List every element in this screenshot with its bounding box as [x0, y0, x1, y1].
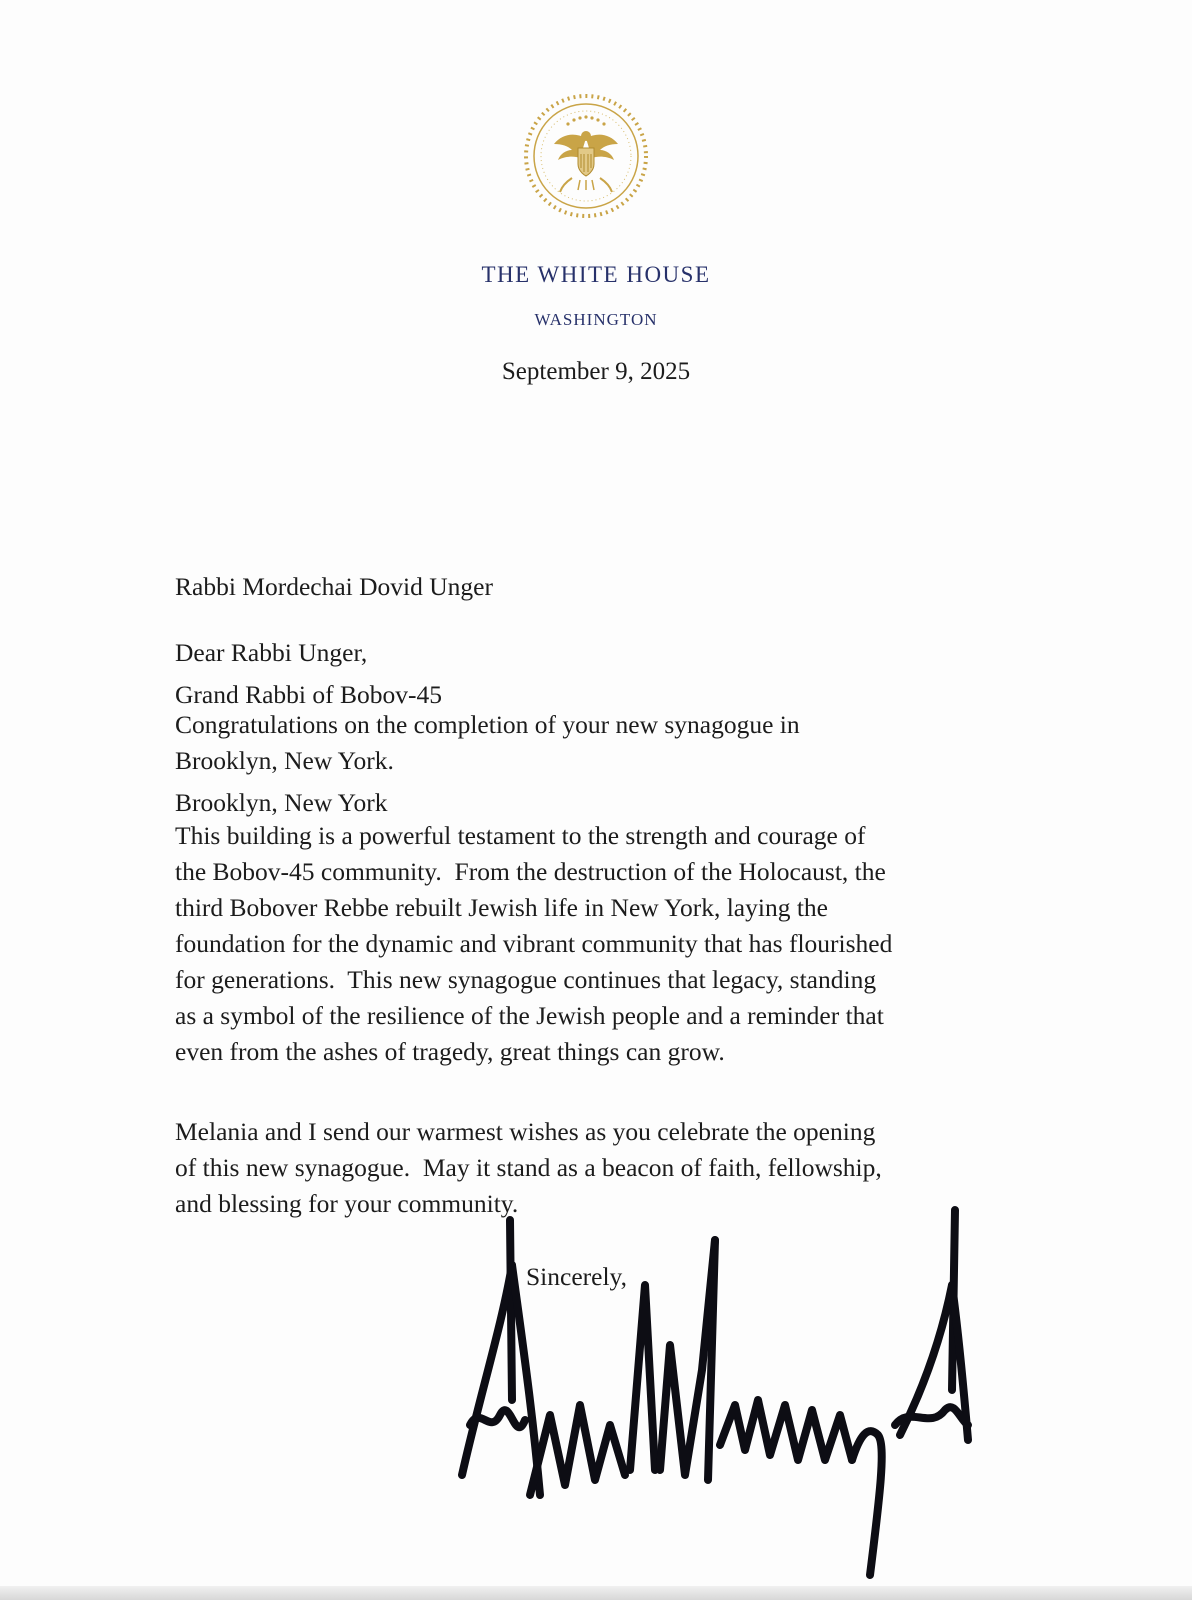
letter-date: September 9, 2025	[501, 358, 691, 385]
recipient-location: Brooklyn, New York	[175, 788, 388, 817]
signature	[440, 1195, 1000, 1590]
body-paragraph: This building is a powerful testament to the strength and courage of the Bobov-45 community. From the destruction of the Holocaust, the third Bobover Rebbe rebuilt Jewish life in New York, laying the foundation for the dynamic and vibrant community that has flourished for generations. This new synagogue continues that legacy, standing as a symbol of the resilience of the Jewish people and a reminder that even from the ashes of tragedy, great things can grow.	[175, 821, 893, 1066]
presidential-seal-icon	[522, 92, 650, 220]
body-paragraph: Melania and I send our warmest wishes as you celebrate the opening of this new synagogue. May it stand as a beacon of faith, fellowship, and blessing for your community.	[175, 1117, 882, 1218]
salutation: Dear Rabbi Unger,	[175, 638, 368, 667]
letterhead-title: THE WHITE HOUSE	[481, 262, 711, 287]
recipient-name: Rabbi Mordechai Dovid Unger	[175, 572, 493, 601]
body-paragraph: Congratulations on the completion of your new synagogue in Brooklyn, New York.	[175, 710, 800, 775]
closing: Sincerely,	[526, 1262, 628, 1291]
recipient-title: Grand Rabbi of Bobov-45	[175, 680, 443, 709]
letterhead-subtitle: WASHINGTON	[534, 310, 658, 329]
page-bottom-edge	[0, 1586, 1192, 1600]
